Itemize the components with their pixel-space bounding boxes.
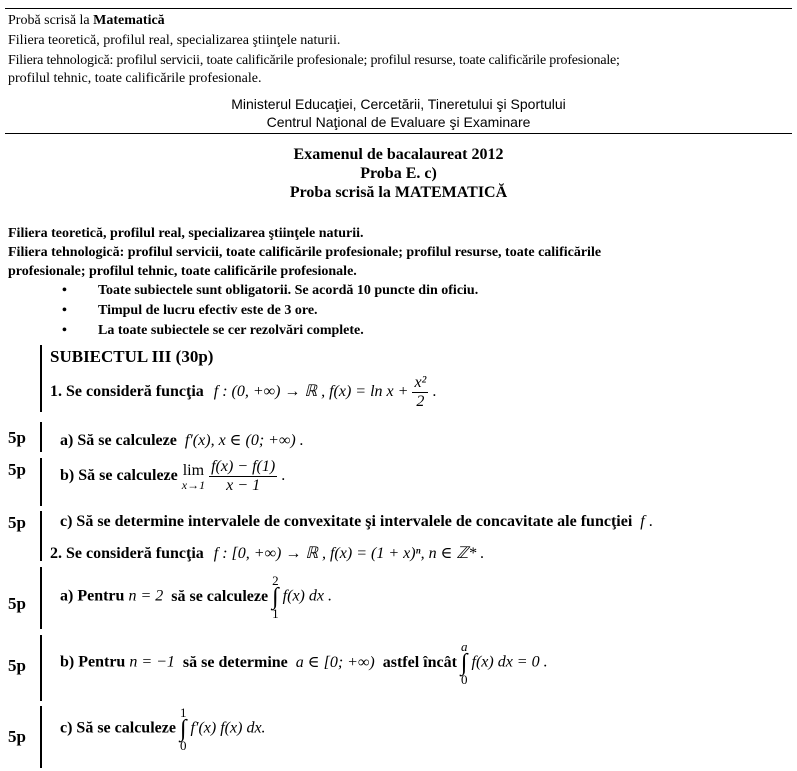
ministry-name: Ministerul Educaţiei, Cercetării, Tineretului şi Sportului [231, 96, 566, 112]
p1-fraction: $\frac{\text{x²}}{2}$ [414, 374, 427, 410]
integral-sign: a ∫ 0 [460, 639, 468, 687]
problem-1a: a) Să se calculeze f′(x), x ∈ (0; +∞) . [60, 432, 304, 449]
margin-bar [40, 422, 42, 452]
instruction-item: • Timpul de lucru efectiv este de 3 ore. [62, 303, 318, 318]
header-line-4: profilul tehnic, toate calificările profesionale. [8, 71, 262, 86]
problem-2b: b) Pentru n = −1 să se determine a ∈ [0; +∞) astfel încât a ∫ 0 f(x) dx = 0 . [60, 639, 548, 687]
limit-fraction: $\frac{f(x) - f(1)}{x - 1}$ [211, 458, 276, 494]
filiera-line-1: Filiera teoretică, profilul real, specializarea ştiinţele naturii. [8, 226, 364, 241]
margin-bar [40, 567, 42, 629]
margin-bar [40, 706, 42, 768]
exam-title: Examenul de bacalaureat 2012 [293, 146, 504, 163]
limit-operator: lim x→1 [181, 461, 206, 492]
problem-1c: c) Să se determine intervalele de convexitate şi intervalele de concavitate ale funcţiei f . [60, 513, 653, 530]
points-label: 5p [8, 428, 26, 447]
instruction-item: • La toate subiectele se cer rezolvări complete. [62, 323, 364, 338]
instruction-item: • Toate subiectele sunt obligatorii. Se acordă 10 puncte din oficiu. [62, 283, 479, 298]
points-label: 5p [8, 594, 26, 613]
problem-2c: c) Să se calculeze 1 ∫ 0 f′(x) f(x) dx. [60, 705, 266, 753]
points-label: 5p [8, 727, 26, 746]
subject-heading: SUBIECTUL III (30p) [50, 347, 214, 366]
margin-bar [40, 345, 42, 412]
header-rule [5, 133, 792, 134]
margin-bar [40, 458, 42, 506]
header-line-3: Filiera tehnologică: profilul servicii, toate calificările profesionale; profilul resurse, toate calificările profesionale; [8, 53, 620, 68]
margin-bar [40, 511, 42, 561]
filiera-line-2: Filiera tehnologică: profilul servicii, toate calificările profesionale; profilul resurse, toate calificările [8, 245, 602, 260]
integral-sign: 1 ∫ 0 [179, 705, 187, 753]
problem-1-statement: 1. Se consideră funcţia f : (0, +∞) → ℝ , f(x) = ln x + $\frac{\text{x²}}{2}$ . [50, 374, 437, 410]
problem-2a: a) Pentru n = 2 să se calculeze 2 ∫ 1 f(x) dx . [60, 573, 332, 621]
problem-1b: b) Să se calculeze lim x→1 $\frac{f(x) - f(1)}{x - 1}$ . [60, 458, 286, 494]
points-label: 5p [8, 460, 26, 479]
filiera-line-3: profesionale; profilul tehnic, toate calificările profesionale. [8, 264, 357, 279]
header-line-2: Filiera teoretică, profilul real, specializarea ştiinţele naturii. [8, 33, 341, 48]
header-line-1: Probă scrisă la Matematică [8, 13, 165, 28]
points-label: 5p [8, 656, 26, 675]
problem-2-statement: 2. Se consideră funcţia f : [0, +∞) → ℝ , f(x) = (1 + x)ⁿ, n ∈ ℤ* . [50, 545, 485, 562]
exam-subtitle: Proba scrisă la MATEMATICĂ [289, 184, 508, 201]
integral-sign: 2 ∫ 1 [272, 573, 279, 621]
evaluation-center: Centrul Naţional de Evaluare şi Examinare [266, 114, 531, 130]
exam-proba: Proba E. c) [360, 165, 437, 182]
points-label: 5p [8, 513, 26, 532]
top-rule [5, 8, 792, 9]
margin-bar [40, 635, 42, 701]
